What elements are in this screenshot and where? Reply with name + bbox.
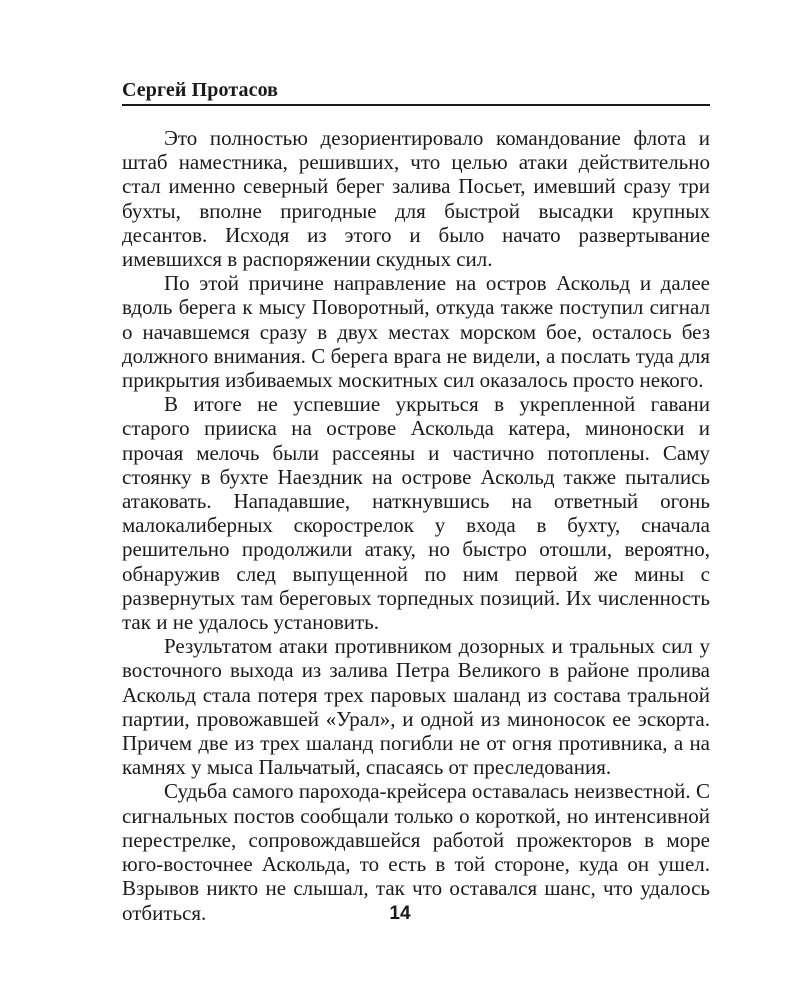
page-number: 14 [389, 903, 411, 924]
page-content [122, 78, 710, 925]
paragraph-5: Судьба самого парохода-крейсера оставалась неизвестной. С сигнальных постов сообщали только о короткой, но интенсивной перестрелке, сопровождавшейся работой прожекторов в море юго-восточнее Аскольда, то есть в той стороне, куда он ушел. Взрывов никто не слышал, так что оставался шанс, что удалось отбиться. [122, 779, 710, 925]
paragraph-1: Это полностью дезориентировало командование флота и штаб наместника, решивших, что целью атаки действительно стал именно северный берег залива Посьет, имевший сразу три бухты, вполне пригодные для быстрой высадки крупных десантов. Исходя из этого и было начато развертывание имевшихся в распоряжении скудных сил. [122, 126, 710, 272]
paragraph-4: Результатом атаки противником дозорных и тральных сил у восточного выхода из залива Петра Великого в районе пролива Аскольд стала потеря трех паровых шаланд из состава тральной партии, провожавшей «Урал», и одной из миноносок ее эскорта. Причем две из трех шаланд погибли не от огня противника, а на камнях у мыса Пальчатый, спасаясь от преследования. [122, 634, 710, 780]
paragraph-3: В итоге не успевшие укрыться в укрепленной гавани старого прииска на острове Аскольда катера, миноноски и прочая мелочь были рассеяны и частично потоплены. Саму стоянку в бухте Наездник на острове Аскольд также пытались атаковать. Нападавшие, наткнувшись на ответный огонь малокалиберных скорострелок у входа в бухту, сначала решительно продолжили атаку, но быстро отошли, вероятно, обнаружив след выпущенной по ним первой же мины с развернутых там береговых торпедных позиций. Их численность так и не удалось установить. [122, 392, 710, 635]
paragraph-2: По этой причине направление на остров Аскольд и далее вдоль берега к мысу Поворотный, откуда также поступил сигнал о начавшемся сразу в двух местах морском бое, осталось без должного внимания. С берега врага не видели, а послать туда для прикрытия избиваемых москитных сил оказалось просто некого. [122, 271, 710, 393]
running-head-author: Сергей Протасов [122, 78, 710, 106]
